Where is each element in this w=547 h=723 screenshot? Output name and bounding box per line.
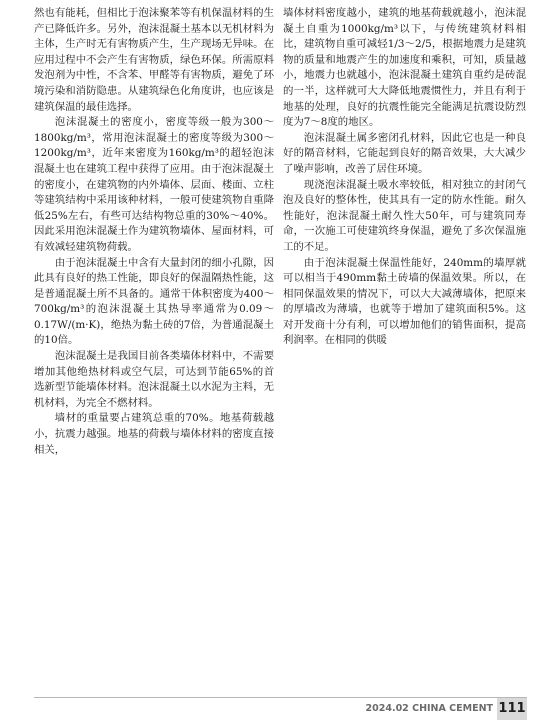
page-footer [0, 695, 547, 723]
paragraph: 墙材的重量要占建筑总重的70%。地基荷载越小，抗震力越强。地基的荷载与墙体材料的密度直接相关， [34, 412, 274, 456]
issue-label: 2024.02 CHINA CEMENT [365, 703, 493, 714]
right-column [283, 6, 526, 349]
left-column [34, 6, 274, 458]
paragraph: 由于泡沫混凝土保温性能好，240mm的墙厚就可以相当于490mm黏土砖墙的保温效果。所以，在相同保温效果的情况下，可以大大减薄墙体，把原来的厚墙改为薄墙，也就等于增加了建筑面积5%。这对开发商十分有利，可以增加他们的销售面积，提高利润率。在相同的供暖 [283, 256, 526, 347]
paragraph: 墙体材料密度越小，建筑的地基荷载就越小，泡沫混凝土自重为1000kg/m³以下，与传统建筑材料相比，建筑物自重可减轻1/3～2/5，根据地震力是建筑物的质量和地震产生的加速度和乘积，可知，质量越小，地震力也就越小，泡沫混凝土建筑自重约是砖混的一半，这样就可大大降低地震惯性力，并且有利于地基的处理，良好的抗震性能完全能满足抗震设防烈度为7～8度的地区。 [283, 7, 526, 129]
paragraph: 泡沫混凝土是我国目前各类墙体材料中，不需要增加其他绝热材料或空气层，可达到节能65%的首选新型节能墙体材料。泡沫混凝土以水泥为主料，无机材料，为完全不燃材料。 [34, 350, 274, 409]
paragraph: 泡沫混凝土属多密闭孔材料，因此它也是一种良好的隔音材料，它能起到良好的隔音效果，大大减少了噪声影响，改善了居住环境。 [283, 131, 526, 175]
page-number: 111 [497, 698, 527, 720]
paragraph: 泡沫混凝土的密度小，密度等级一般为300～1800kg/m³，常用泡沫混凝土的密度等级为300～1200kg/m³，近年来密度为160kg/m³的超轻泡沫混凝土也在建筑工程中获得了应用。由于泡沫混凝土的密度小，在建筑物的内外墙体、层面、楼面、立柱等建筑结构中采用该种材料，一般可使建筑物自重降低25%左右，有些可达结构物总重的30%～40%。因此采用泡沫混凝土作为建筑物墙体、屋面材料，可有效减轻建筑物荷载。 [34, 116, 274, 253]
footer-rule [34, 697, 527, 698]
paragraph: 由于泡沫混凝土中含有大量封闭的细小孔隙，因此具有良好的热工性能，即良好的保温隔热性能，这是普通混凝土所不具备的。通常干体积密度为400～700kg/m³的泡沫混凝土其热导率通常为0.09～0.17W/(m·K)，绝热为黏土砖的7倍，为普通混凝土的10倍。 [34, 256, 274, 347]
paragraph: 现浇泡沫混凝土吸水率较低，相对独立的封闭气泡及良好的整体性，使其具有一定的防水性能。耐久性能好，泡沫混凝土耐久性大50年，可与建筑同寿命，一次施工可使建筑终身保温，避免了多次保温施工的不足。 [283, 178, 526, 253]
paragraph: 然也有能耗，但相比于泡沫聚苯等有机保温材料的生产已降低许多。另外，泡沫混凝土基本以无机材料为主体，生产时无有害物质产生，生产现场无异味。在应用过程中不会产生有害物质，绿色环保。所需原料发泡剂为中性，不含苯、甲醛等有害物质，避免了环境污染和消防隐患。从建筑绿色化角度讲，也应该是建筑保温的最佳选择。 [34, 7, 274, 113]
